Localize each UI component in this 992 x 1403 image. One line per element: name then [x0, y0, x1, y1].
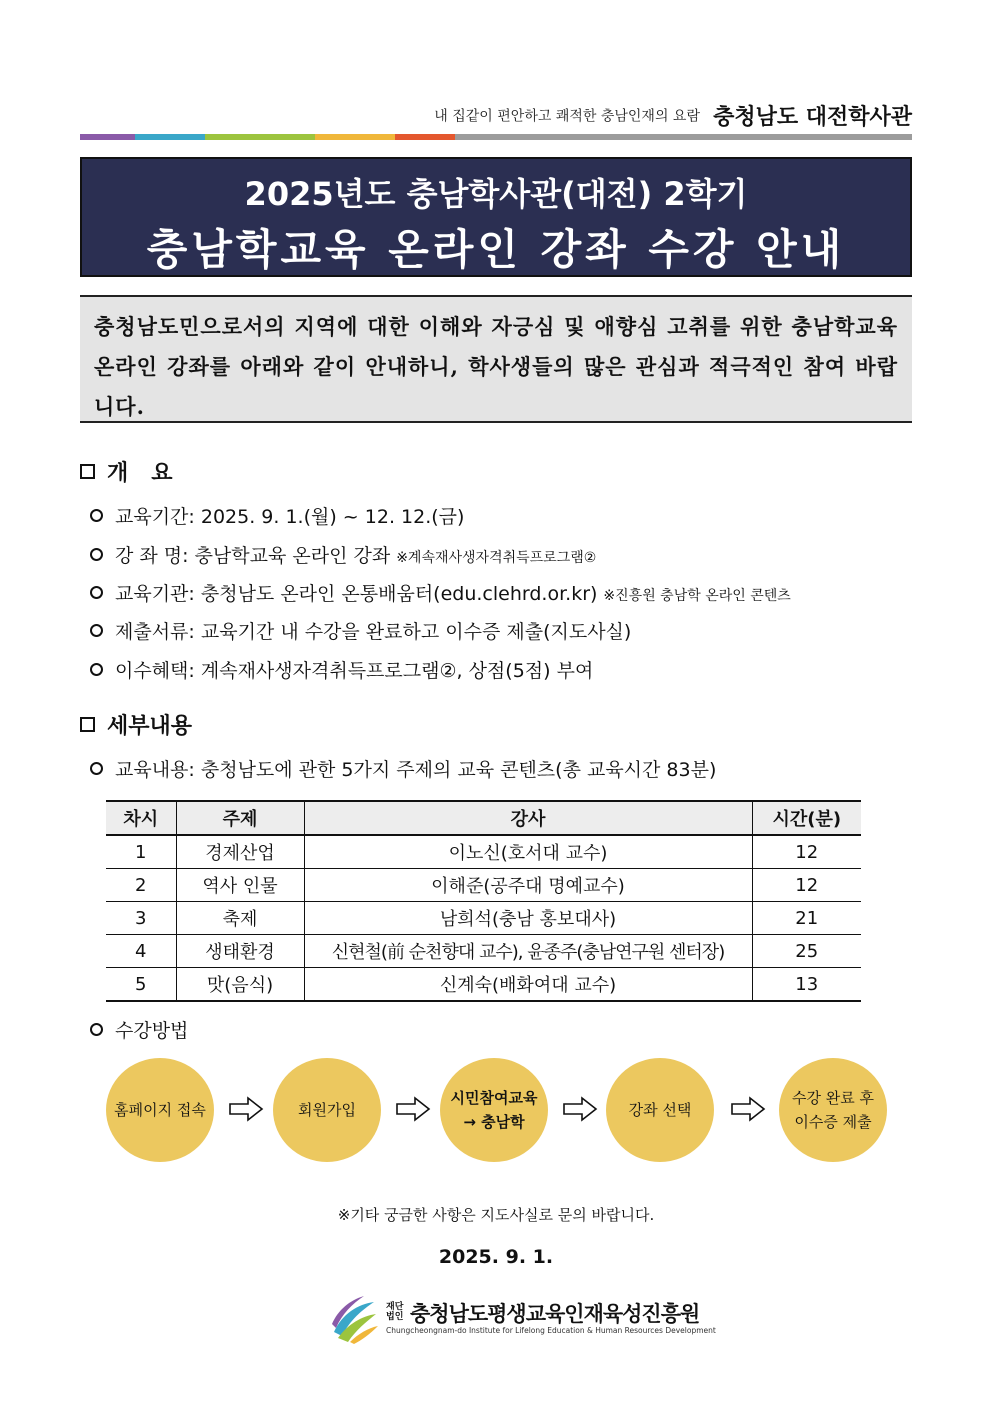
arrow-right-icon	[730, 1095, 766, 1123]
col-header-minutes: 시간(분)	[752, 801, 861, 835]
overview-item-course	[90, 541, 596, 568]
cell-lecturer: 신현철(前 순천향대 교수), 윤종주(충남연구원 센터장)	[304, 935, 752, 968]
cell-session: 4	[106, 935, 176, 968]
cell-topic: 맛(음식)	[176, 968, 304, 1002]
cell-lecturer: 이노신(호서대 교수)	[304, 835, 752, 869]
overview-item-text: 교육기관: 충청남도 온라인 온통배움터(edu.clehrd.or.kr)	[115, 583, 598, 605]
table-row	[106, 902, 861, 935]
details-heading	[80, 709, 192, 740]
table-row	[106, 935, 861, 968]
cell-lecturer: 남희석(충남 홍보대사)	[304, 902, 752, 935]
checkbox-square-icon	[80, 464, 95, 479]
step-label: 시민참여교육	[450, 1089, 538, 1107]
cell-minutes: 21	[752, 902, 861, 935]
col-header-lecturer: 강사	[304, 801, 752, 835]
arrow-right-icon	[228, 1095, 264, 1123]
footer-date: 2025. 9. 1.	[438, 1246, 554, 1268]
cell-session: 5	[106, 968, 176, 1002]
step-submit-certificate	[779, 1058, 887, 1162]
overview-item-text: 교육기간: 2025. 9. 1.(월) ~ 12. 12.(금)	[115, 506, 465, 528]
table-row	[106, 869, 861, 902]
step-select-course	[606, 1058, 714, 1162]
overview-item-period	[90, 502, 464, 529]
col-header-session: 차시	[106, 801, 176, 835]
bullet-circle-icon	[90, 586, 103, 599]
col-header-topic: 주제	[176, 801, 304, 835]
overview-item-documents	[90, 617, 631, 644]
lecture-table	[106, 800, 861, 1002]
intro-text: 충청남도민으로서의 지역에 대한 이해와 자긍심 및 애향심 고취를 위한 충남학교육 온라인 강좌를 아래와 같이 안내하니, 학사생들의 많은 관심과 적극적인 참여 바랍니다.	[80, 295, 912, 423]
logo-name: 충청남도평생교육인재육성진흥원	[410, 1302, 700, 1326]
institute-logo	[328, 1294, 716, 1344]
bullet-circle-icon	[90, 1023, 103, 1036]
cell-topic: 축제	[176, 902, 304, 935]
arrow-right-icon	[562, 1095, 598, 1123]
step-label-2: → 충남학	[463, 1113, 525, 1131]
details-content-text: 교육내용: 충청남도에 관한 5가지 주제의 교육 콘텐츠(총 교육시간 83분)	[115, 759, 717, 781]
overview-title: 개 요	[107, 461, 173, 486]
bullet-circle-icon	[90, 624, 103, 637]
cell-session: 1	[106, 835, 176, 869]
overview-item-institution	[90, 579, 791, 606]
cell-minutes: 12	[752, 835, 861, 869]
overview-heading	[80, 456, 172, 487]
title-box	[80, 157, 912, 277]
overview-item-note: ※진흥원 충남학 온라인 콘텐츠	[603, 588, 791, 604]
table-row	[106, 968, 861, 1002]
cell-session: 2	[106, 869, 176, 902]
cell-lecturer: 이해준(공주대 명예교수)	[304, 869, 752, 902]
cell-minutes: 25	[752, 935, 861, 968]
step-homepage	[106, 1058, 214, 1162]
overview-item-text: 강 좌 명: 충남학교육 온라인 강좌	[115, 545, 391, 567]
title-line-1: 2025년도 충남학사관(대전) 2학기	[244, 175, 748, 213]
step-label: 홈페이지 접속	[114, 1101, 206, 1119]
overview-item-note: ※계속재사생자격취득프로그램②	[396, 550, 597, 566]
cell-minutes: 12	[752, 869, 861, 902]
overview-item-text: 제출서류: 교육기간 내 수강을 완료하고 이수증 제출(지도사실)	[115, 621, 632, 643]
table-row	[106, 835, 861, 869]
bullet-circle-icon	[90, 509, 103, 522]
slogan: 내 집같이 편안하고 쾌적한 충남인재의 요람	[434, 108, 700, 125]
table-header-row	[106, 801, 861, 835]
bullet-circle-icon	[90, 548, 103, 561]
arrow-right-icon	[395, 1095, 431, 1123]
method-heading	[90, 1016, 188, 1043]
cell-topic: 생태환경	[176, 935, 304, 968]
step-label: 강좌 선택	[628, 1101, 692, 1119]
bullet-circle-icon	[90, 663, 103, 676]
checkbox-square-icon	[80, 717, 95, 732]
bullet-circle-icon	[90, 762, 103, 775]
org-title: 충청남도 대전학사관	[713, 105, 912, 130]
cell-lecturer: 신계숙(배화여대 교수)	[304, 968, 752, 1002]
institute-logo-icon	[328, 1294, 380, 1344]
details-title: 세부내용	[107, 714, 193, 739]
step-label: 회원가입	[298, 1101, 356, 1119]
step-signup	[273, 1058, 381, 1162]
method-title: 수강방법	[115, 1020, 189, 1042]
header	[80, 100, 912, 131]
color-stripe	[80, 134, 912, 140]
logo-corp-label	[386, 1302, 403, 1322]
step-label: 수강 완료 후	[792, 1089, 874, 1107]
cell-session: 3	[106, 902, 176, 935]
overview-item-benefits	[90, 656, 593, 683]
step-label-2: 이수증 제출	[794, 1113, 872, 1131]
logo-corp-line2: 법인	[386, 1312, 404, 1322]
logo-corp-line1: 재단	[386, 1302, 404, 1312]
logo-english-name: Chungcheongnam-do Institute for Lifelong Education & Human Resources Development	[386, 1326, 716, 1335]
step-citizen-education	[440, 1058, 548, 1162]
overview-item-text: 이수혜택: 계속재사생자격취득프로그램②, 상점(5점) 부여	[115, 660, 594, 682]
cell-minutes: 13	[752, 968, 861, 1002]
footer-note: ※기타 궁금한 사항은 지도사실로 문의 바랍니다.	[337, 1206, 655, 1224]
cell-topic: 역사 인물	[176, 869, 304, 902]
cell-topic: 경제산업	[176, 835, 304, 869]
details-content-item	[90, 755, 716, 782]
title-line-2: 충남학교육 온라인 강좌 수강 안내	[146, 225, 846, 274]
